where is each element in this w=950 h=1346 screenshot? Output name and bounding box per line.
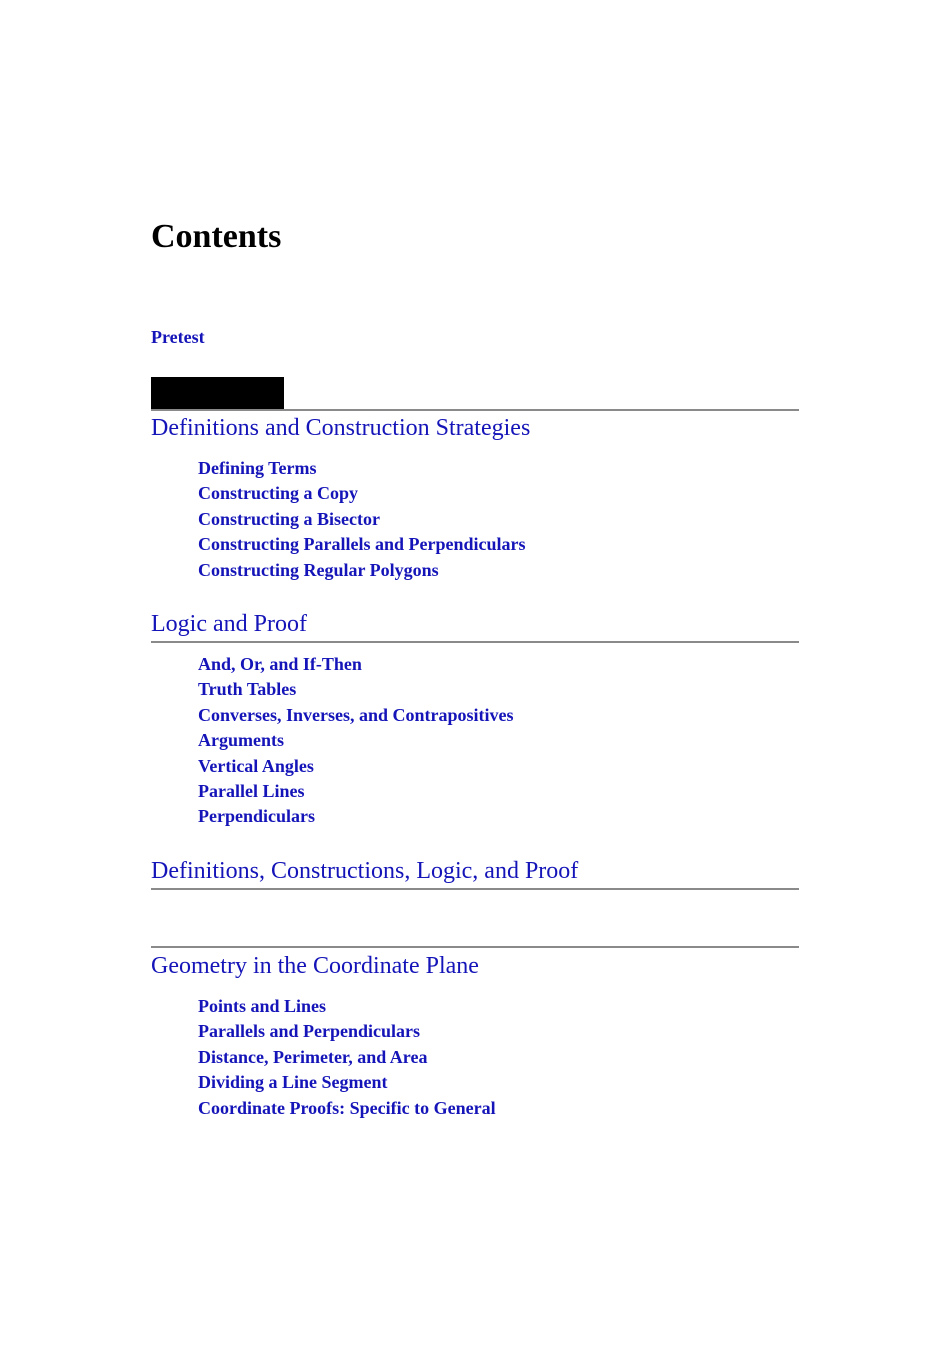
lesson-link[interactable]: Constructing a Bisector	[198, 508, 380, 529]
lesson-link[interactable]: Truth Tables	[198, 679, 297, 700]
lesson-link[interactable]: Points and Lines	[198, 996, 327, 1016]
list-item	[198, 532, 526, 557]
chapter-tab-block	[151, 377, 284, 410]
lesson-link[interactable]: Converses, Inverses, and Contrapositives	[198, 704, 514, 725]
lesson-link[interactable]: Defining Terms	[198, 458, 317, 478]
list-item	[198, 507, 526, 532]
lesson-link[interactable]: Constructing Parallels and Perpendiculars	[198, 534, 526, 555]
lesson-link[interactable]: Constructing Regular Polygons	[198, 559, 439, 580]
list-item	[198, 1070, 496, 1095]
list-item	[198, 652, 514, 677]
section-title-text[interactable]: Logic and Proof	[151, 611, 307, 637]
section-rule	[151, 946, 799, 948]
list-item	[198, 677, 514, 702]
section-title-review[interactable]	[151, 856, 578, 886]
lesson-link[interactable]: Coordinate Proofs: Specific to General	[198, 1097, 496, 1118]
lesson-link[interactable]: Parallels and Perpendiculars	[198, 1021, 420, 1042]
section-rule	[151, 888, 799, 890]
lesson-link[interactable]: Perpendiculars	[198, 806, 315, 827]
list-item	[198, 728, 514, 753]
page-title: Contents	[151, 218, 282, 255]
section-title-text[interactable]: Definitions and Construction Strategies	[151, 415, 531, 441]
list-item	[198, 703, 514, 728]
list-item	[198, 994, 496, 1019]
section-title-text[interactable]: Geometry in the Coordinate Plane	[151, 953, 479, 979]
list-item	[198, 804, 514, 829]
lesson-list-coordinate-plane	[198, 994, 496, 1121]
list-item	[198, 558, 526, 583]
lesson-list-logic-proof	[198, 652, 514, 830]
list-item	[198, 481, 526, 506]
section-rule	[151, 409, 799, 411]
list-item	[198, 754, 514, 779]
section-title-definitions-constructions[interactable]	[151, 413, 530, 443]
lesson-link[interactable]: Vertical Angles	[198, 755, 314, 776]
lesson-link[interactable]: Dividing a Line Segment	[198, 1072, 388, 1093]
lesson-link[interactable]: Distance, Perimeter, and Area	[198, 1046, 428, 1067]
list-item	[198, 1019, 496, 1044]
lesson-link[interactable]: And, Or, and If-Then	[198, 654, 362, 674]
list-item	[198, 1045, 496, 1070]
lesson-link[interactable]: Arguments	[198, 730, 284, 751]
pretest-link[interactable]: Pretest	[151, 327, 205, 347]
lesson-link[interactable]: Constructing a Copy	[198, 483, 359, 504]
list-item	[198, 1096, 496, 1121]
lesson-link[interactable]: Parallel Lines	[198, 780, 305, 801]
section-title-coordinate-plane[interactable]	[151, 951, 479, 981]
list-item	[198, 779, 514, 804]
lesson-list-definitions-constructions	[198, 456, 526, 583]
section-title-logic-proof[interactable]	[151, 609, 307, 639]
list-item	[198, 456, 526, 481]
section-rule	[151, 641, 799, 643]
section-title-text[interactable]: Definitions, Constructions, Logic, and Proof	[151, 858, 579, 884]
